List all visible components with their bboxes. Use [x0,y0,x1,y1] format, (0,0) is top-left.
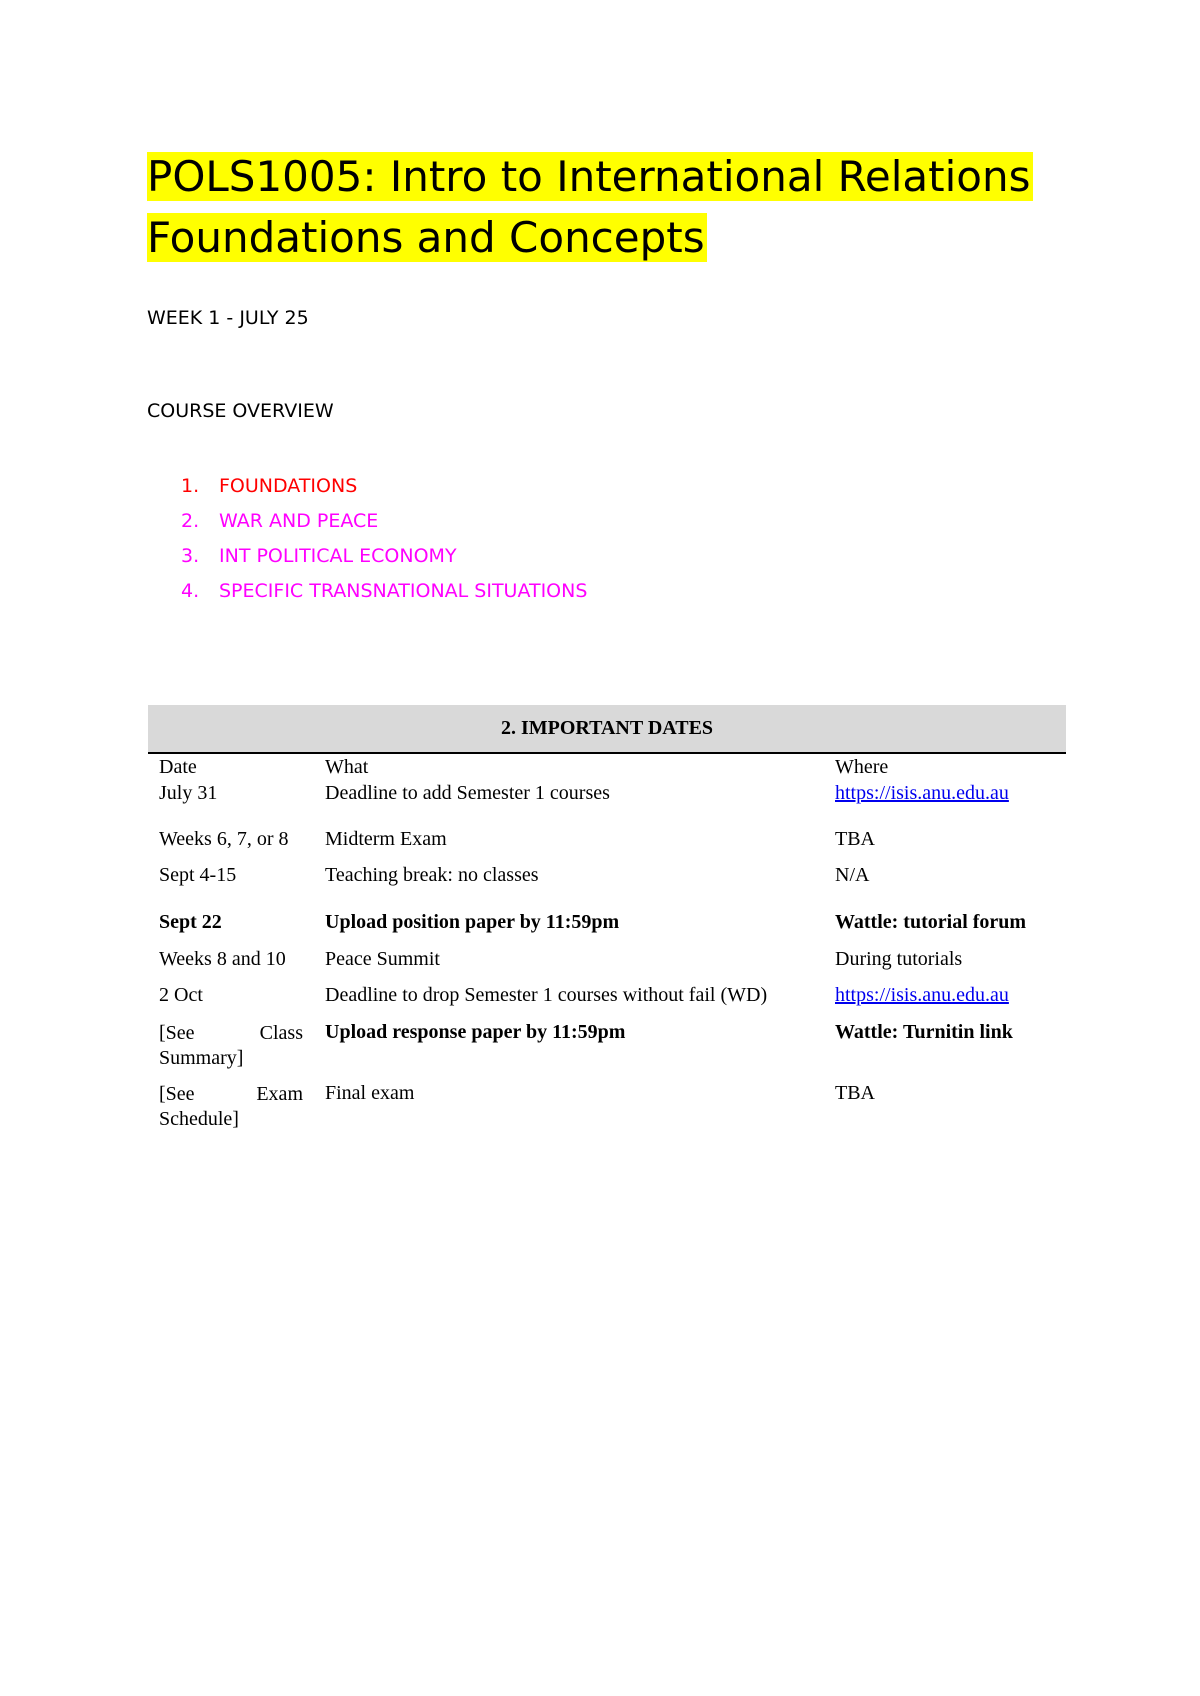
topic-number: 4. [181,580,200,602]
title-line-1: POLS1005: Intro to International Relations [147,152,1031,201]
page-title [147,146,1047,268]
row-what: Peace Summit [325,948,440,970]
row-what: Final exam [325,1082,415,1104]
week-label: WEEK 1 - JULY 25 [147,307,309,329]
row-date-line: [See Exam [159,1083,303,1105]
table-heading: 2. IMPORTANT DATES [148,705,1066,754]
isis-link[interactable]: https://isis.anu.edu.au [835,782,1009,804]
row-what: Deadline to drop Semester 1 courses without fail (WD) [325,984,768,1006]
row-date: Weeks 6, 7, or 8 [159,828,289,850]
row-what: Upload response paper by 11:59pm [325,1021,626,1043]
topic-item [147,469,587,504]
table-row [148,911,1066,948]
row-where: TBA [835,1082,875,1104]
topic-label: FOUNDATIONS [219,475,358,497]
row-where: TBA [835,828,875,850]
row-where: Wattle: Turnitin link [835,1021,1013,1043]
topic-item [147,539,587,574]
column-header-date: Date [159,756,197,778]
table-row [148,948,1066,984]
title-line-2: Foundations and Concepts [147,213,705,262]
topic-item [147,574,587,609]
topic-label: SPECIFIC TRANSNATIONAL SITUATIONS [219,580,588,602]
row-what: Midterm Exam [325,828,447,850]
row-date: Weeks 8 and 10 [159,948,286,970]
topic-number: 1. [181,475,200,497]
row-what: Teaching break: no classes [325,864,539,886]
table-row [148,984,1066,1021]
topic-number: 3. [181,545,200,567]
row-where: Wattle: tutorial forum [835,911,1027,933]
topic-label: WAR AND PEACE [219,510,379,532]
row-date-line: Schedule] [159,1108,239,1130]
table-row [148,864,1066,911]
row-where: During tutorials [835,948,963,970]
row-date-line: Summary] [159,1047,244,1069]
table-header-row [148,756,1066,782]
column-header-where: Where [835,756,889,778]
important-dates-table [148,705,1066,1138]
topic-number: 2. [181,510,200,532]
row-where: N/A [835,864,870,886]
row-date-line: [See Class [159,1022,303,1044]
isis-link[interactable]: https://isis.anu.edu.au [835,984,1009,1006]
column-header-what: What [325,756,369,778]
table-row [148,828,1066,864]
table-row [148,1021,1066,1082]
row-date: Sept 22 [159,911,222,933]
course-overview-heading: COURSE OVERVIEW [147,400,334,422]
row-date [159,1021,303,1071]
topic-list [147,469,587,609]
table-row [148,782,1066,828]
row-date: Sept 4-15 [159,864,237,886]
table-row [148,1082,1066,1138]
row-what: Deadline to add Semester 1 courses [325,782,610,804]
row-date: 2 Oct [159,984,203,1006]
row-date [159,1082,303,1132]
row-date: July 31 [159,782,218,804]
row-what: Upload position paper by 11:59pm [325,911,620,933]
topic-item [147,504,587,539]
topic-label: INT POLITICAL ECONOMY [219,545,457,567]
